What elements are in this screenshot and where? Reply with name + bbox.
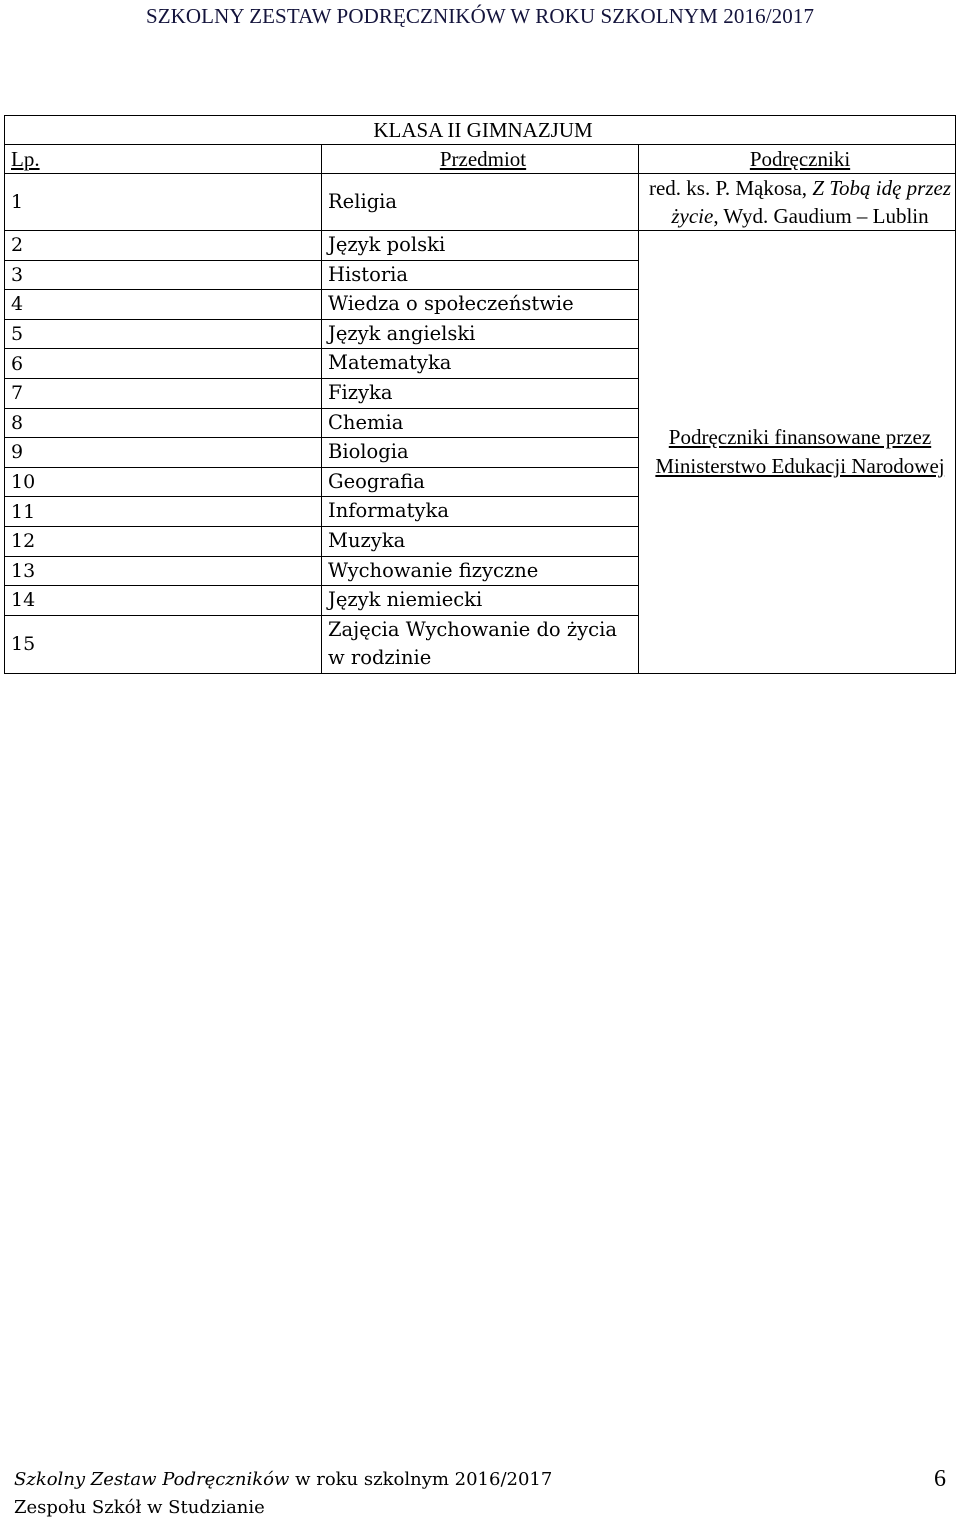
row-subject: Język angielski bbox=[322, 319, 639, 349]
class-title: KLASA II GIMNAZJUM bbox=[5, 116, 956, 145]
row-number: 10 bbox=[5, 467, 322, 497]
page-header-title: SZKOLNY ZESTAW PODRĘCZNIKÓW W ROKU SZKOLNYM 2016/2017 bbox=[145, 4, 815, 28]
row-number: 5 bbox=[5, 319, 322, 349]
row-subject: Fizyka bbox=[322, 378, 639, 408]
row-number: 13 bbox=[5, 556, 322, 586]
column-header-books: Podręczniki bbox=[639, 145, 956, 174]
row-number: 2 bbox=[5, 231, 322, 261]
religion-book-title: Z Tobą idę przez życie bbox=[671, 176, 951, 228]
column-header-lp: Lp. bbox=[5, 145, 322, 174]
footer-line-2: Zespołu Szkół w Studzianie bbox=[14, 1497, 265, 1518]
column-header-subject: Przedmiot bbox=[322, 145, 639, 174]
column-header-row bbox=[5, 145, 956, 174]
row-subject: Muzyka bbox=[322, 526, 639, 556]
row-subject: Zajęcia Wychowanie do życia w rodzinie bbox=[322, 615, 639, 673]
row-number: 11 bbox=[5, 497, 322, 527]
funded-books-note: Podręczniki finansowane przez Ministerstwo Edukacji Narodowej bbox=[639, 231, 956, 674]
row-subject: Biologia bbox=[322, 438, 639, 468]
page-footer bbox=[14, 1466, 552, 1522]
row-subject: Język niemiecki bbox=[322, 586, 639, 616]
row-number: 7 bbox=[5, 378, 322, 408]
row-subject: Wiedza o społeczeństwie bbox=[322, 290, 639, 320]
row-number: 1 bbox=[5, 174, 322, 231]
row-subject: Religia bbox=[322, 174, 639, 231]
row-subject: Wychowanie fizyczne bbox=[322, 556, 639, 586]
row-number: 15 bbox=[5, 615, 322, 673]
religion-book-entry: red. ks. P. Mąkosa, Z Tobą idę przez życie, Wyd. Gaudium – Lublin bbox=[639, 174, 956, 231]
row-number: 6 bbox=[5, 349, 322, 379]
textbook-table bbox=[4, 115, 956, 674]
footer-line-1: Szkolny Zestaw Podręczników w roku szkolnym 2016/2017 bbox=[14, 1469, 553, 1490]
row-number: 14 bbox=[5, 586, 322, 616]
row-number: 4 bbox=[5, 290, 322, 320]
row-subject: Język polski bbox=[322, 231, 639, 261]
row-number: 9 bbox=[5, 438, 322, 468]
row-subject: Informatyka bbox=[322, 497, 639, 527]
table-row bbox=[5, 174, 956, 231]
row-subject: Geografia bbox=[322, 467, 639, 497]
page-number: 6 bbox=[934, 1466, 946, 1492]
row-number: 12 bbox=[5, 526, 322, 556]
row-subject: Historia bbox=[322, 260, 639, 290]
row-number: 8 bbox=[5, 408, 322, 438]
class-title-row bbox=[5, 116, 956, 145]
row-subject: Chemia bbox=[322, 408, 639, 438]
table-row bbox=[5, 231, 956, 261]
row-number: 3 bbox=[5, 260, 322, 290]
row-subject: Matematyka bbox=[322, 349, 639, 379]
